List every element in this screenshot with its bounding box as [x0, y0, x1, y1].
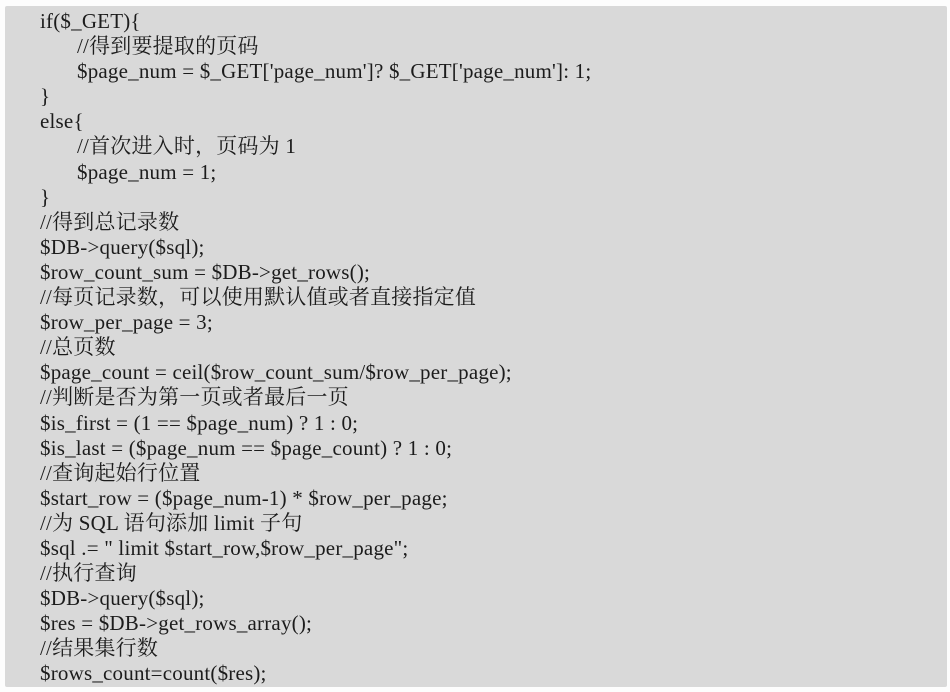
code-line: $page_num = 1;	[77, 159, 217, 184]
code-line: //执行查询	[40, 561, 137, 586]
code-line: $DB->query($sql);	[40, 234, 205, 259]
code-line: //得到总记录数	[40, 209, 180, 234]
code-block	[5, 6, 947, 687]
code-line: $DB->query($sql);	[40, 586, 205, 611]
code-line: $row_per_page = 3;	[40, 310, 213, 335]
code-line: $row_count_sum = $DB->get_rows();	[40, 259, 371, 284]
code-line: }	[40, 184, 51, 209]
code-line: //首次进入时，页码为 1	[77, 134, 297, 159]
code-line: $is_last = ($page_num == $page_count) ? 1 : 0;	[40, 435, 453, 460]
code-line: if($_GET){	[40, 9, 141, 33]
code-line: //总页数	[40, 335, 116, 360]
code-line: //结果集行数	[40, 636, 159, 661]
code-line: $page_count = ceil($row_count_sum/$row_per_page);	[40, 360, 512, 385]
code-line: //查询起始行位置	[40, 460, 201, 485]
code-line: //每页记录数，可以使用默认值或者直接指定值	[40, 285, 477, 310]
code-line: $page_num = $_GET['page_num']? $_GET['page_num']: 1;	[77, 59, 592, 84]
code-line: }	[40, 84, 51, 109]
code-line: //判断是否为第一页或者最后一页	[40, 385, 349, 410]
code-line: $rows_count=count($res);	[40, 661, 267, 686]
code-line: $is_first = (1 == $page_num) ? 1 : 0;	[40, 410, 359, 435]
code-line: else{	[40, 109, 84, 134]
code-line: //得到要提取的页码	[77, 34, 259, 59]
code-line: $res = $DB->get_rows_array();	[40, 611, 313, 636]
code-line: //为 SQL 语句添加 limit 子句	[40, 510, 303, 535]
code-line: $start_row = ($page_num-1) * $row_per_page;	[40, 485, 448, 510]
code-line: $sql .= " limit $start_row,$row_per_page";	[40, 535, 409, 560]
